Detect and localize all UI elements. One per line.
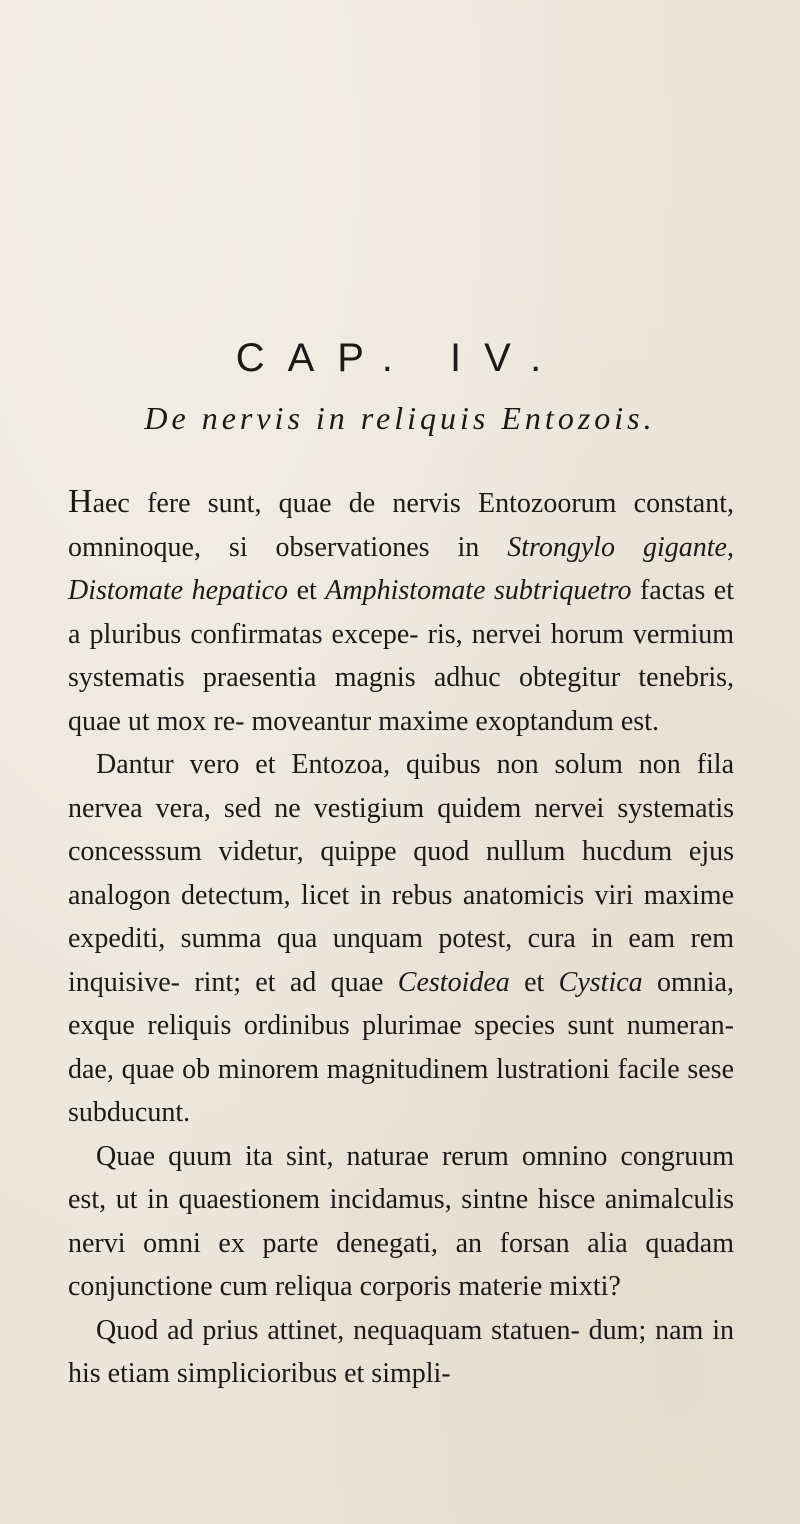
species-name: Strongylo gigante xyxy=(507,531,727,563)
paragraph-1 xyxy=(68,480,734,743)
initial-letter: H xyxy=(68,483,93,520)
text-run: et xyxy=(288,575,326,606)
taxon-name: Cystica xyxy=(558,966,643,998)
text-run: , xyxy=(726,531,734,563)
body-text xyxy=(68,480,734,1396)
taxon-name: Cestoidea xyxy=(397,966,510,998)
chapter-heading: CAP. IV. xyxy=(235,336,565,380)
paragraph-4: Quod ad prius attinet, nequaquam statuen- dum; nam in his etiam simplicioribus et simpli- xyxy=(68,1314,734,1389)
text-run: omnia, exque reliquis ordinibus plurimae species sunt numeran- dae, quae ob minorem magnitudinem lustrationi facile sese subducunt. xyxy=(68,966,734,1128)
species-name: Amphistomate subtriquetro xyxy=(325,575,632,606)
chapter-subtitle: De nervis in reliquis Entozois. xyxy=(144,400,656,436)
text-run: aec fere sunt, quae de nervis Entozoorum constant, omninoque, si observationes in xyxy=(68,488,734,563)
text-run: factas et a pluribus confirmatas excepe- ris, nervei horum vermium systematis praesentia magnis adhuc obtegitur tenebris, quae ut mox re- moveantur maxime exoptandum est. xyxy=(68,575,734,737)
species-name: Distomate hepatico xyxy=(68,575,289,606)
paragraph-2 xyxy=(68,743,734,1135)
text-run: Dantur vero et Entozoa, quibus non solum non fila nervea vera, sed ne vestigium quidem nervei systematis concesssum videtur, quippe quod nullum hucdum ejus analogon detectum, licet in rebus anatomicis viri maxime expediti, summa qua unquam potest, cura in eam rem inquisive- rint; et ad quae xyxy=(68,749,734,998)
text-run: et xyxy=(509,966,559,998)
paragraph-3: Quae quum ita sint, naturae rerum omnino congruum est, ut in quaestionem incidamus, sintne hisce animalculis nervi omni ex parte denegati, an forsan alia quadam conjunctione cum reliqua corporis materie mixti? xyxy=(68,1140,734,1302)
